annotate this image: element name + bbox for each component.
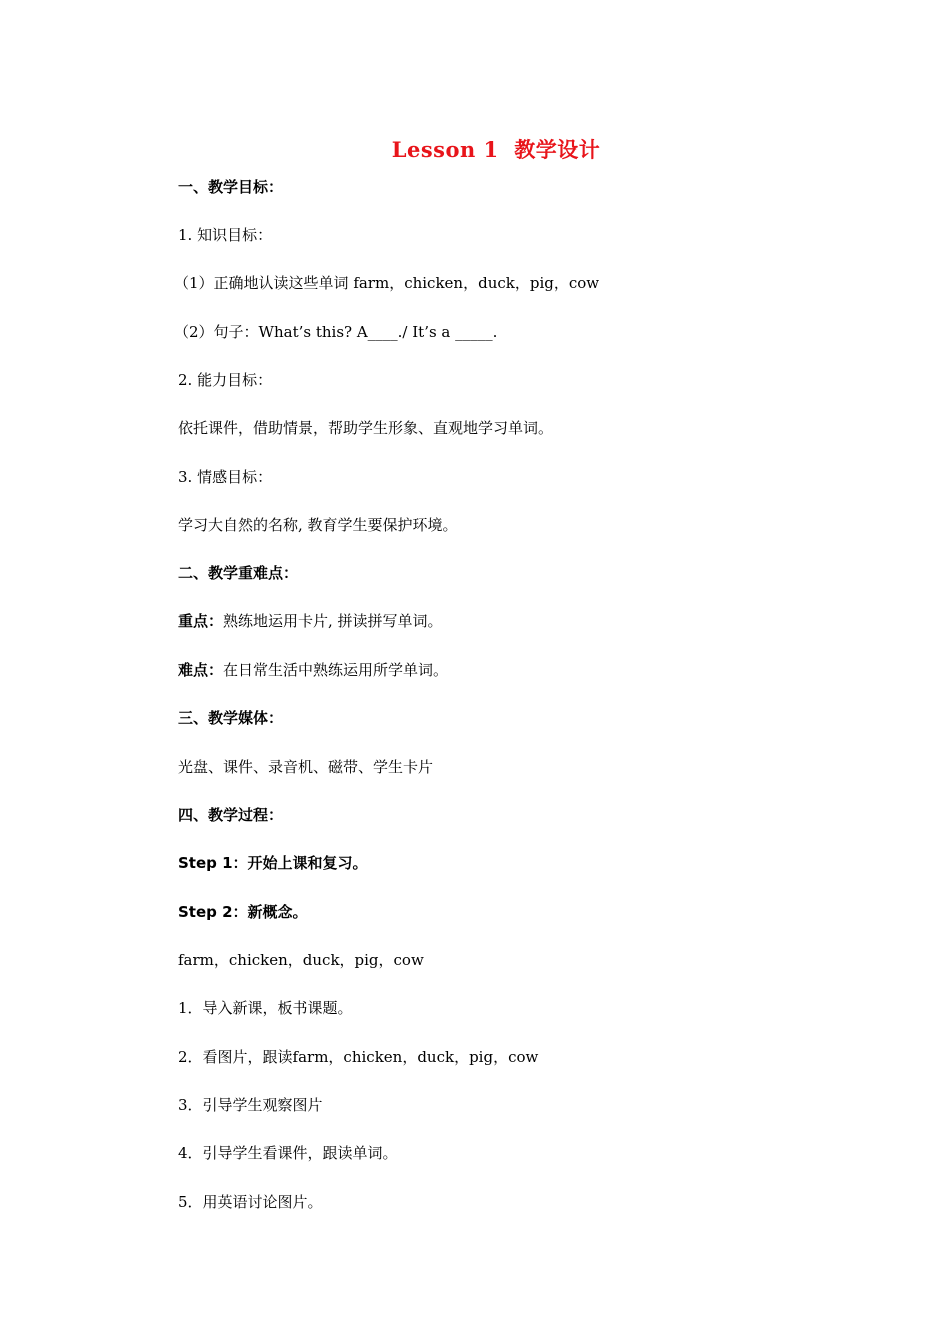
section-heading-key-points: 二、教学重难点： — [178, 564, 299, 582]
key-point-text: 熟练地运用卡片, 拼读拼写单词。 — [223, 612, 443, 630]
step-1: Step 1：开始上课和复习。 — [178, 854, 368, 872]
process-item-3: 3．引导学生观察图片 — [178, 1096, 323, 1114]
knowledge-item-2: （2）句子：What’s this? A____./ It’s a _____. — [174, 323, 498, 341]
difficult-point-label: 难点： — [178, 661, 224, 679]
document-title: Lesson 1 教学设计 — [391, 137, 601, 162]
knowledge-item-1: （1）正确地认读这些单词 farm，chicken，duck，pig，cow — [174, 274, 600, 292]
vocabulary-words: farm，chicken，duck，pig，cow — [178, 951, 424, 969]
difficult-point-line — [178, 660, 448, 680]
ability-text: 依托课件，借助情景，帮助学生形象、直观地学习单词。 — [178, 419, 554, 437]
key-point-label: 重点： — [178, 612, 224, 630]
process-item-4: 4．引导学生看课件，跟读单词。 — [178, 1144, 398, 1162]
media-text: 光盘、课件、录音机、磁带、学生卡片 — [178, 758, 434, 776]
section-heading-process: 四、教学过程： — [178, 806, 284, 824]
difficult-point-text: 在日常生活中熟练运用所学单词。 — [223, 661, 449, 679]
emotion-heading: 3. 情感目标： — [178, 468, 273, 486]
knowledge-heading: 1. 知识目标： — [178, 226, 273, 244]
step-2: Step 2：新概念。 — [178, 903, 308, 921]
ability-heading: 2. 能力目标： — [178, 371, 273, 389]
process-item-2: 2．看图片，跟读farm，chicken，duck，pig，cow — [178, 1048, 539, 1066]
process-item-5: 5．用英语讨论图片。 — [178, 1193, 323, 1211]
process-item-1: 1．导入新课，板书课题。 — [178, 999, 353, 1017]
section-heading-objectives: 一、教学目标： — [178, 178, 284, 196]
key-point-line — [178, 611, 443, 631]
section-heading-media: 三、教学媒体： — [178, 709, 284, 727]
emotion-text: 学习大自然的名称, 教育学生要保护环境。 — [178, 516, 458, 534]
